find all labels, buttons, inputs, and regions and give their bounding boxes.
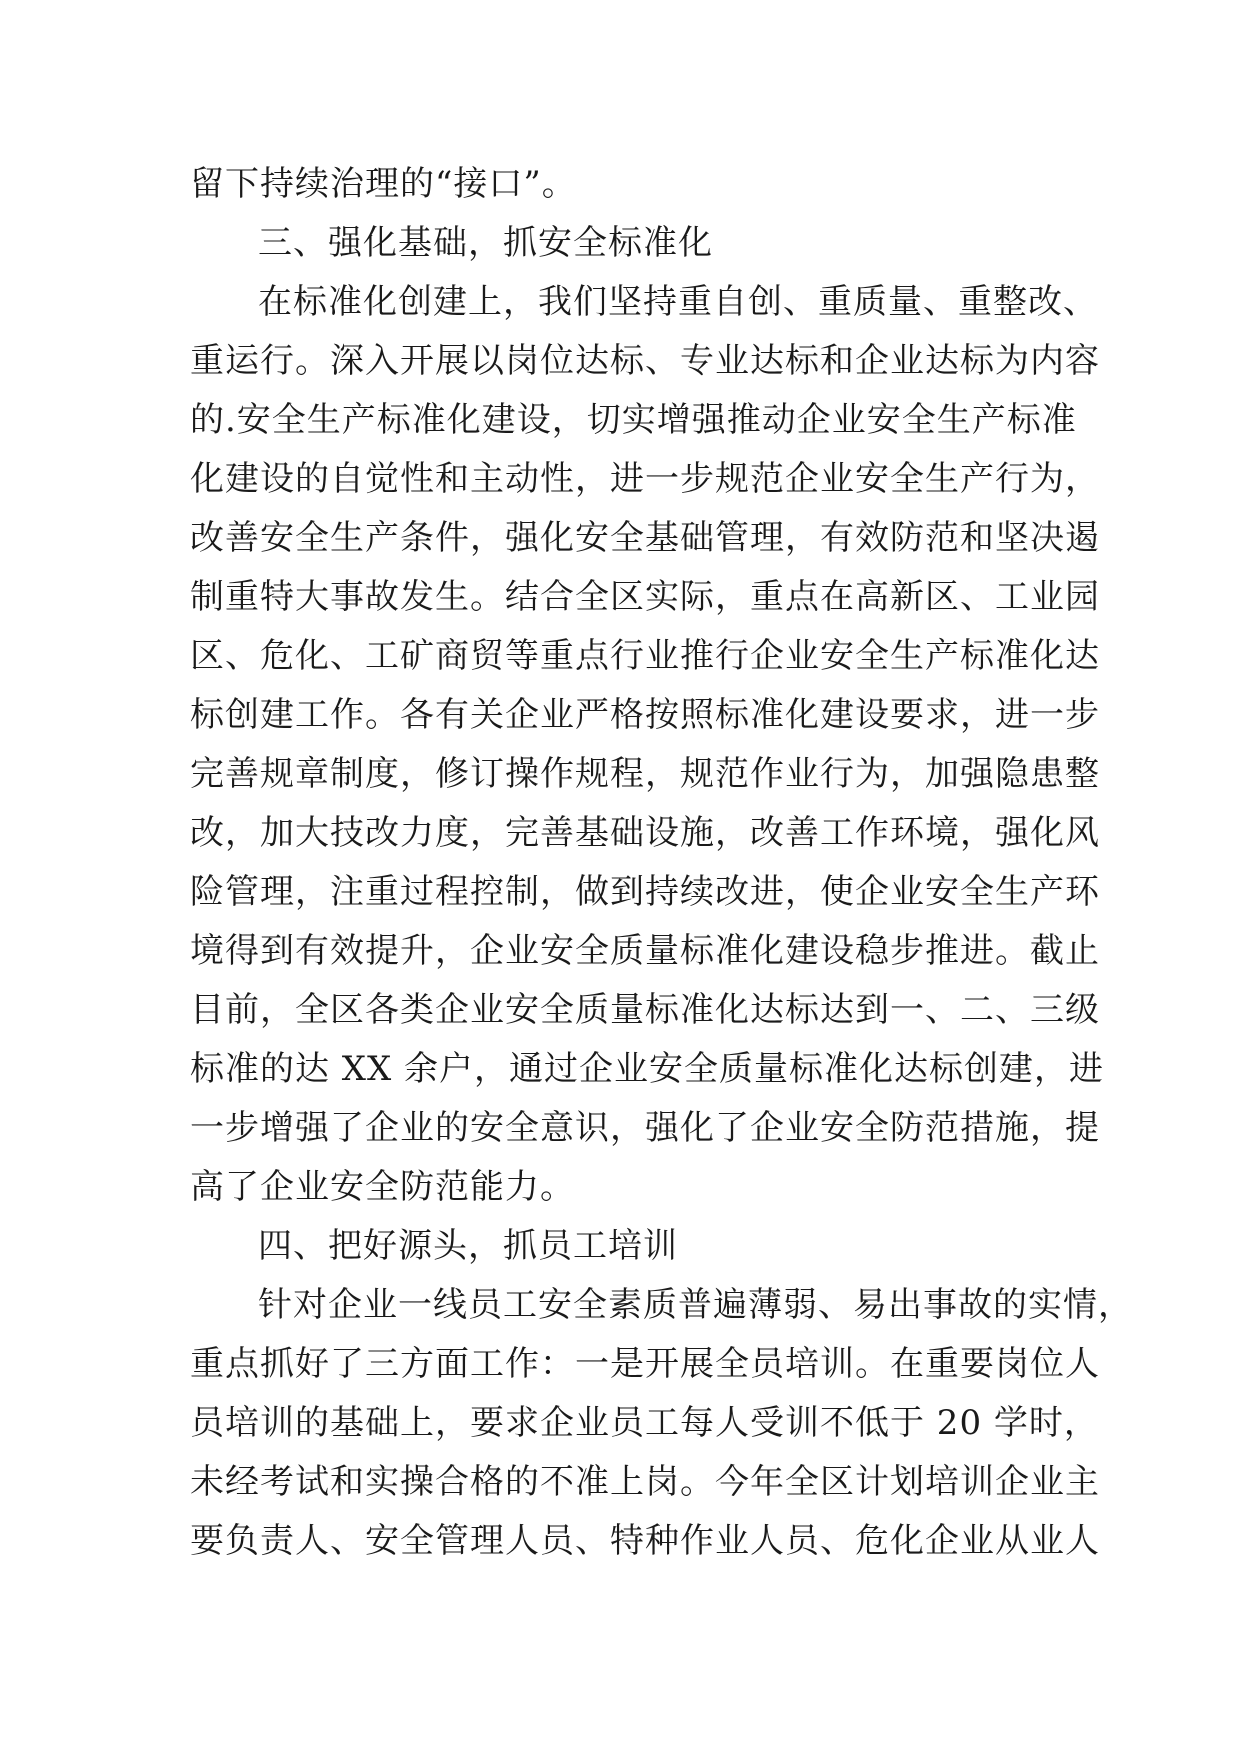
paragraph-line: 区、危化、工矿商贸等重点行业推行企业安全生产标准化达	[190, 636, 1100, 676]
paragraph-line: 险管理，注重过程控制，做到持续改进，使企业安全生产环	[190, 872, 1100, 912]
paragraph-line: 一步增强了企业的安全意识，强化了企业安全防范措施，提	[190, 1108, 1100, 1148]
paragraph-line: 标创建工作。各有关企业严格按照标准化建设要求，进一步	[190, 695, 1100, 735]
paragraph-line: 改善安全生产条件，强化安全基础管理，有效防范和坚决遏	[190, 518, 1100, 558]
paragraph-line: 完善规章制度，修订操作规程，规范作业行为，加强隐患整	[190, 754, 1100, 794]
section-heading-3: 三、强化基础，抓安全标准化	[258, 223, 713, 263]
paragraph-line: 目前，全区各类企业安全质量标准化达标达到一、二、三级	[190, 990, 1100, 1030]
paragraph-line: 制重特大事故发生。结合全区实际，重点在高新区、工业园	[190, 577, 1100, 617]
paragraph-line: 化建设的自觉性和主动性，进一步规范企业安全生产行为，	[190, 459, 1100, 499]
paragraph-line: 未经考试和实操合格的不准上岗。今年全区计划培训企业主	[190, 1462, 1100, 1502]
paragraph-line: 高了企业安全防范能力。	[190, 1167, 575, 1207]
paragraph-line: 境得到有效提升，企业安全质量标准化建设稳步推进。截止	[190, 931, 1100, 971]
document-body	[190, 155, 1133, 1571]
paragraph-line: 员培训的基础上，要求企业员工每人受训不低于 20 学时，	[190, 1403, 1099, 1443]
paragraph-line: 重运行。深入开展以岗位达标、专业达标和企业达标为内容	[190, 341, 1100, 381]
paragraph-line: 针对企业一线员工安全素质普遍薄弱、易出事故的实情，	[258, 1285, 1133, 1325]
paragraph-line: 在标准化创建上，我们坚持重自创、重质量、重整改、	[258, 282, 1098, 322]
paragraph-line: 的.安全生产标准化建设，切实增强推动企业安全生产标准	[190, 400, 1077, 440]
paragraph-line: 重点抓好了三方面工作：一是开展全员培训。在重要岗位人	[190, 1344, 1100, 1384]
section-heading-4: 四、把好源头，抓员工培训	[258, 1226, 678, 1266]
paragraph-line: 标准的达 XX 余户，通过企业安全质量标准化达标创建，进	[190, 1049, 1105, 1089]
paragraph-line: 留下持续治理的“接口”。	[190, 164, 577, 204]
paragraph-line: 改，加大技改力度，完善基础设施，改善工作环境，强化风	[190, 813, 1100, 853]
paragraph-line: 要负责人、安全管理人员、特种作业人员、危化企业从业人	[190, 1521, 1100, 1561]
